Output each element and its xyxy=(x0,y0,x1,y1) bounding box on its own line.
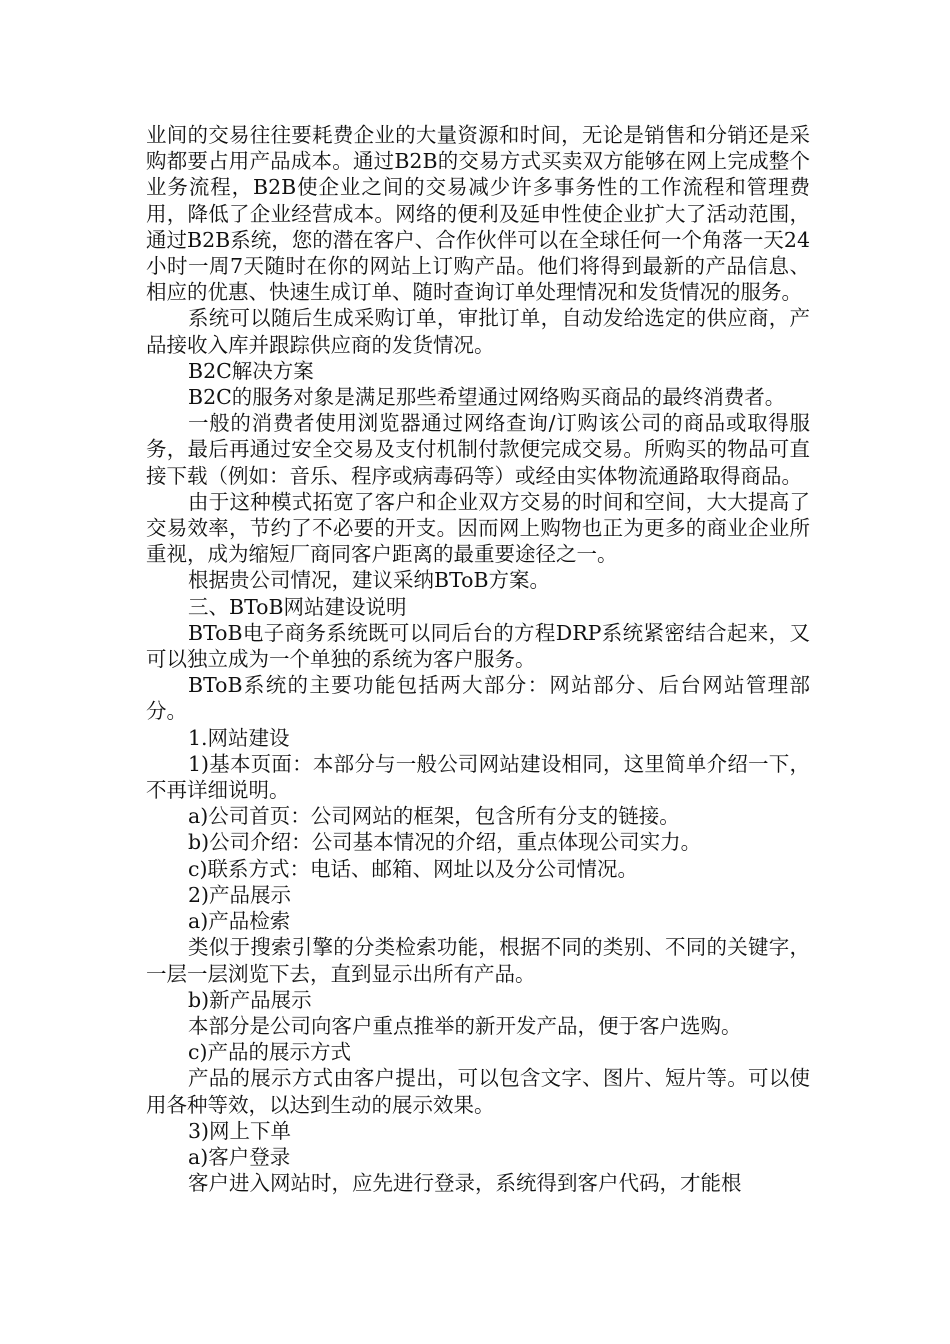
body-paragraph: 业间的交易往往要耗费企业的大量资源和时间，无论是销售和分销还是采购都要占用产品成本。通过B2B的交易方式买卖双方能够在网上完成整个业务流程，B2B使企业之间的交易减少许多事务性的工作流程和管理费用，降低了企业经营成本。网络的便利及延申性使企业扩大了活动范围，通过B2B系统，您的潜在客户、合作伙伴可以在全球任何一个角落一天24小时一周7天随时在你的网站上订购产品。他们将得到最新的产品信息、相应的优惠、快速生成订单、随时查询订单处理情况和发货情况的服务。 xyxy=(146,123,810,305)
body-paragraph: BToB系统的主要功能包括两大部分：网站部分、后台网站管理部分。 xyxy=(146,673,810,724)
body-paragraph: 本部分是公司向客户重点推举的新开发产品，便于客户选购。 xyxy=(188,1013,742,1038)
body-paragraph: 产品的展示方式由客户提出，可以包含文字、图片、短片等。可以使用各种等效，以达到生动的展示效果。 xyxy=(146,1066,810,1117)
subsection-heading: 1.网站建设 xyxy=(188,725,290,750)
list-item: a)产品检索 xyxy=(188,909,291,934)
body-paragraph: 根据贵公司情况，建议采纳BToB方案。 xyxy=(188,568,551,593)
body-paragraph: 类似于搜索引擎的分类检索功能，根据不同的类别、不同的关键字，一层一层浏览下去，直到显示出所有产品。 xyxy=(146,935,810,986)
list-item: a)公司首页：公司网站的框架，包含所有分支的链接。 xyxy=(188,804,680,829)
subsection-heading: 3)网上下单 xyxy=(188,1118,292,1143)
body-paragraph: 客户进入网站时，应先进行登录，系统得到客户代码，才能根 xyxy=(188,1171,742,1196)
body-paragraph: 由于这种模式拓宽了客户和企业双方交易的时间和空间，大大提高了交易效率，节约了不必要的开支。因而网上购物也正为更多的商业企业所重视，成为缩短厂商同客户距离的最重要途径之一。 xyxy=(146,489,810,567)
document-page xyxy=(146,122,810,1196)
list-item: c)联系方式：电话、邮箱、网址以及分公司情况。 xyxy=(188,856,638,881)
body-paragraph: 一般的消费者使用浏览器通过网络查询/订购该公司的商品或取得服务，最后再通过安全交易及支付机制付款便完成交易。所购买的物品可直接下载（例如：音乐、程序或病毒码等）或经由实体物流通路取得商品。 xyxy=(146,411,810,488)
list-item: c)产品的展示方式 xyxy=(188,1040,351,1065)
body-paragraph: 系统可以随后生成采购订单，审批订单，自动发给选定的供应商，产品接收入库并跟踪供应商的发货情况。 xyxy=(146,306,810,357)
subsection-heading: 2)产品展示 xyxy=(188,882,292,907)
list-item: b)新产品展示 xyxy=(188,987,312,1012)
body-paragraph: 1)基本页面：本部分与一般公司网站建设相同，这里简单介绍一下，不再详细说明。 xyxy=(146,751,810,803)
section-heading: B2C解决方案 xyxy=(188,358,314,383)
body-paragraph: B2C的服务对象是满足那些希望通过网络购买商品的最终消费者。 xyxy=(188,385,786,410)
list-item: a)客户登录 xyxy=(188,1144,291,1169)
list-item: b)公司介绍：公司基本情况的介绍，重点体现公司实力。 xyxy=(188,830,702,855)
section-heading: 三、BToB网站建设说明 xyxy=(188,594,407,619)
body-paragraph: BToB电子商务系统既可以同后台的方程DRP系统紧密结合起来，又可以独立成为一个单独的系统为客户服务。 xyxy=(146,620,810,672)
